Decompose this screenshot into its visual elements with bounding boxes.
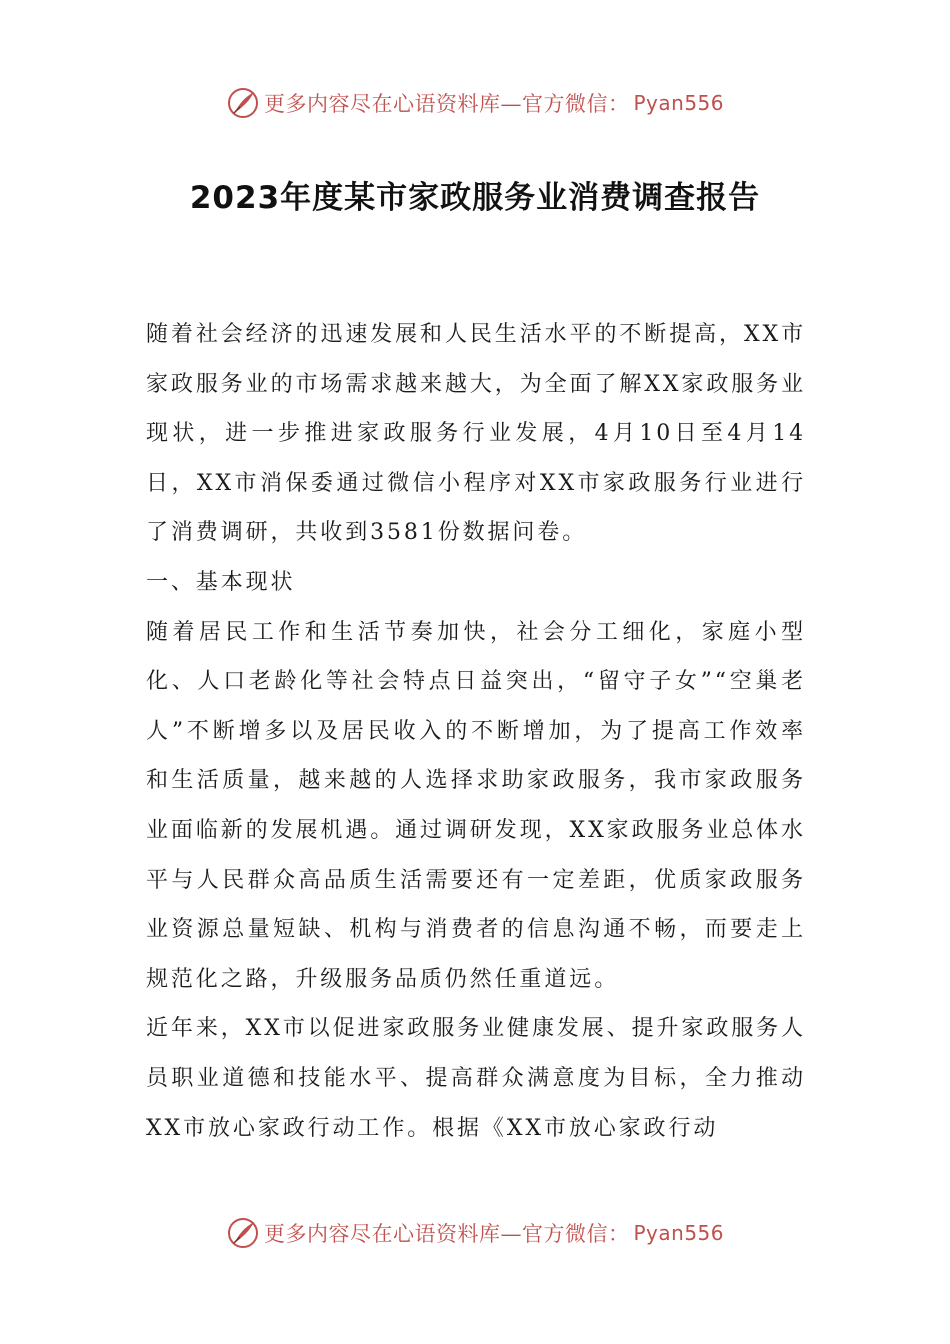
footer-watermark — [0, 1216, 950, 1250]
quill-logo-icon — [226, 1216, 260, 1250]
paragraph-intro: 随着社会经济的迅速发展和人民生活水平的不断提高，XX市家政服务业的市场需求越来越大，为全面了解XX家政服务业现状，进一步推进家政服务行业发展，4月10日至4月14日，XX市消保委通过微信小程序对XX市家政服务行业进行了消费调研，共收到3581份数据问卷。 — [146, 322, 806, 546]
section-heading: 一、基本现状 — [146, 569, 296, 595]
watermark-handle: Pyan556 — [633, 1221, 724, 1245]
watermark-text: 更多内容尽在心语资料库—官方微信： — [263, 92, 630, 116]
paragraph-recent: 近年来，XX市以促进家政服务业健康发展、提升家政服务人员职业道德和技能水平、提高群众满意度为目标，全力推动XX市放心家政行动工作。根据《XX市放心家政行动 — [146, 1016, 806, 1141]
paragraph-status: 随着居民工作和生活节奏加快，社会分工细化，家庭小型化、人口老龄化等社会特点日益突出，“留守子女”“空巢老人”不断增多以及居民收入的不断增加，为了提高工作效率和生活质量，越来越的人选择求助家政服务，我市家政服务业面临新的发展机遇。通过调研发现，XX家政服务业总体水平与人民群众高品质生活需要还有一定差距，优质家政服务业资源总量短缺、机构与消费者的信息沟通不畅，而要走上规范化之路，升级服务品质仍然任重道远。 — [146, 619, 806, 992]
watermark-handle: Pyan556 — [633, 91, 724, 115]
document-body — [146, 310, 806, 1153]
watermark-text: 更多内容尽在心语资料库—官方微信： — [263, 1222, 630, 1246]
header-watermark — [0, 86, 950, 120]
quill-logo-icon — [226, 86, 260, 120]
document-title: 2023年度某市家政服务业消费调查报告 — [189, 180, 761, 216]
